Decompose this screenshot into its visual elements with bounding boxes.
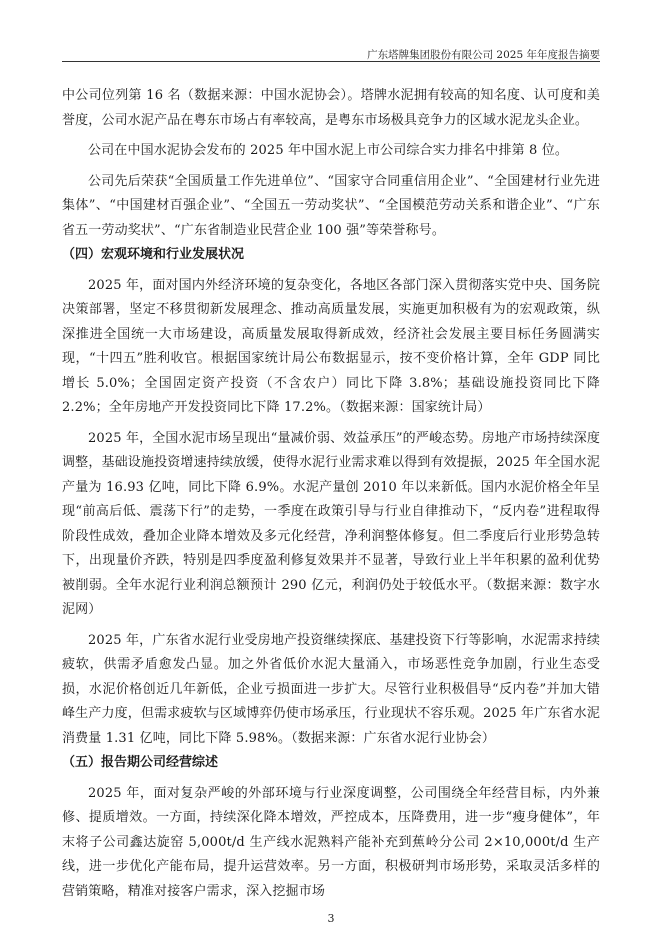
page-number: 3 <box>327 912 335 925</box>
section-heading-operations-summary: （五）报告期公司经营综述 <box>62 755 219 770</box>
page-header <box>0 0 662 62</box>
paragraph-guangdong-cement-market: 2025 年，广东省水泥行业受房地产投资继续探底、基建投资下行等影响，水泥需求持续疲软，供需矛盾愈发凸显。加之外省低价水泥大量涌入，市场恶性竞争加剧，行业生态受损，水泥价格创近几年新低，企业亏损面进一步扩大。尽管行业积极倡导“反内卷”并加大错峰生产力度，但需求疲软与区域博弈仍使市场承压，行业现状不容乐观。2025 年广东省水泥消费量 1.31 亿吨，同比下降 5.98%。（数据来源：广东省水泥行业协会） <box>62 632 600 746</box>
paragraph-honors: 公司先后荣获“全国质量工作先进单位”、“国家守合同重信用企业”、“全国建材行业先进集体”、“中国建材百强企业”、“全国五一劳动奖状”、“全国模范劳动关系和谐企业”、“广东省五一劳动奖状”、“广东省制造业民营企业 100 强”等荣誉称号。 <box>62 173 600 238</box>
section-heading-macro-environment: （四）宏观环境和行业发展状况 <box>62 247 245 262</box>
paragraph-macro-economy: 2025 年，面对国内外经济环境的复杂变化，各地区各部门深入贯彻落实党中央、国务院决策部署，坚定不移贯彻新发展理念、推动高质量发展，实施更加积极有为的宏观政策，纵深推进全国统一大市场建设，高质量发展取得新成效，经济社会发展主要目标任务圆满实现，“十四五”胜利收官。根据国家统计局公布数据显示，按不变价格计算，全年 GDP 同比增长 5.0%；全国固定资产投资（不含农户）同比下降 3.8%；基础设施投资同比下降 2.2%；全年房地产开发投资同比下降 17.2%。（数据来源：国家统计局） <box>62 277 600 415</box>
document-body <box>62 84 600 904</box>
paragraph-strength-ranking: 公司在中国水泥协会发布的 2025 年中国水泥上市公司综合实力排名中排第 8 位。 <box>88 143 569 158</box>
paragraph-operations-summary: 2025 年，面对复杂严峻的外部环境与行业深度调整，公司围绕全年经营目标，内外兼修、提质增效。一方面，持续深化降本增效，严控成本，压降费用，进一步“瘦身健体”，年末将子公司鑫达旋窑 5,000t/d 生产线水泥熟料产能补充到蕉岭分公司 2×10,000t/d 生产线，进一步优化产能布局，提升运营效率。另一方面，积极研判市场形势，采取灵活多样的营销策略，精准对接客户需求，深入挖掘市场 <box>62 785 600 899</box>
header-rule <box>62 61 600 62</box>
paragraph-ranking-continued: 中公司位列第 16 名（数据来源：中国水泥协会）。塔牌水泥拥有较高的知名度、认可度和美誉度，公司水泥产品在粤东市场占有率较高，是粤东市场极具竞争力的区域水泥龙头企业。 <box>62 88 600 128</box>
header-title: 广东塔牌集团股份有限公司 2025 年年度报告摘要 <box>367 49 600 61</box>
paragraph-national-cement-market: 2025 年，全国水泥市场呈现出“量减价弱、效益承压”的严峻态势。房地产市场持续深度调整，基础设施投资增速持续放缓，使得水泥行业需求难以得到有效提振，2025 年全国水泥产量为 16.93 亿吨，同比下降 6.9%。水泥产量创 2010 年以来新低。国内水泥价格全年呈现“前高后低、震荡下行”的走势，一季度在政策引导与行业自律推动下，“反内卷”进程取得阶段性成效，叠加企业降本增效及多元化经营，净利润整体修复。但二季度后行业形势急转下，出现量价齐跌，特别是四季度盈利修复效果并不显著，导致行业上半年积累的盈利优势被削弱。全年水泥行业利润总额预计 290 亿元，利润仍处于较低水平。（数据来源：数字水泥网） <box>62 430 600 617</box>
